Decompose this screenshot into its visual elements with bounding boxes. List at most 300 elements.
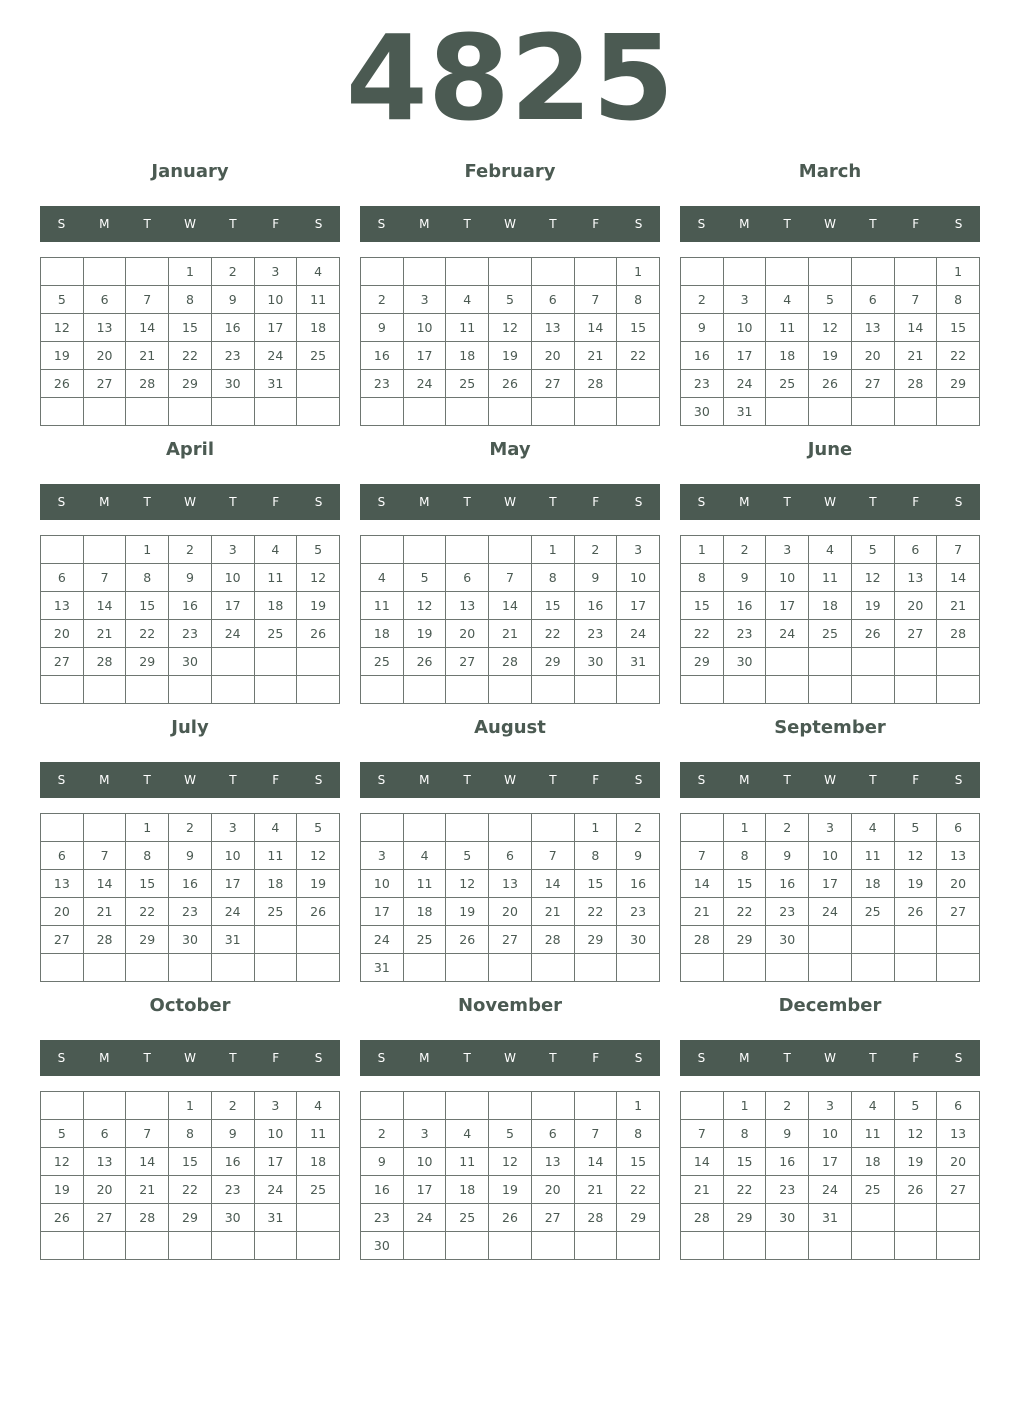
day-cell: 18 bbox=[851, 1148, 894, 1176]
weekday-label: T bbox=[783, 773, 791, 787]
day-cell: 15 bbox=[126, 592, 169, 620]
week-row bbox=[681, 286, 980, 314]
weekday-label: S bbox=[57, 1051, 66, 1065]
day-cell: 19 bbox=[809, 342, 852, 370]
month-name: June bbox=[807, 439, 853, 460]
month-name: March bbox=[798, 161, 862, 182]
day-cell: 22 bbox=[169, 342, 212, 370]
day-cell: 19 bbox=[851, 592, 894, 620]
day-cell: 15 bbox=[574, 870, 617, 898]
day-cell: 24 bbox=[809, 1176, 852, 1204]
weekday-label: T bbox=[783, 495, 791, 509]
day-cell: 27 bbox=[83, 370, 126, 398]
day-cell: 31 bbox=[809, 1204, 852, 1232]
weekday-label: T bbox=[869, 495, 877, 509]
day-cell: 7 bbox=[681, 1120, 724, 1148]
month-name: May bbox=[489, 439, 531, 460]
day-cell: 5 bbox=[894, 814, 937, 842]
week-row bbox=[361, 1204, 660, 1232]
day-cell: 16 bbox=[766, 1148, 809, 1176]
day-grid bbox=[40, 257, 340, 426]
day-cell: 7 bbox=[574, 1120, 617, 1148]
week-row bbox=[41, 870, 340, 898]
day-cell: 6 bbox=[937, 814, 980, 842]
day-cell: 17 bbox=[766, 592, 809, 620]
day-cell: 30 bbox=[766, 1204, 809, 1232]
day-cell: 10 bbox=[809, 842, 852, 870]
day-grid bbox=[360, 535, 660, 704]
day-cell: 25 bbox=[446, 370, 489, 398]
weekday-label: S bbox=[697, 1051, 706, 1065]
day-cell: 14 bbox=[83, 592, 126, 620]
month-name: February bbox=[464, 161, 556, 182]
month-name: April bbox=[165, 439, 215, 460]
day-cell: 23 bbox=[211, 342, 254, 370]
day-cell bbox=[41, 1232, 84, 1260]
day-cell bbox=[254, 398, 297, 426]
day-cell: 1 bbox=[723, 1092, 766, 1120]
day-cell: 2 bbox=[211, 258, 254, 286]
day-cell: 9 bbox=[574, 564, 617, 592]
weekday-label: M bbox=[99, 1051, 110, 1065]
day-cell: 29 bbox=[723, 926, 766, 954]
week-row bbox=[361, 564, 660, 592]
weekday-label: M bbox=[99, 217, 110, 231]
day-cell: 2 bbox=[169, 814, 212, 842]
day-cell bbox=[489, 954, 532, 982]
day-cell bbox=[489, 536, 532, 564]
day-cell: 4 bbox=[809, 536, 852, 564]
day-cell: 17 bbox=[809, 1148, 852, 1176]
day-cell bbox=[83, 676, 126, 704]
day-cell: 13 bbox=[531, 314, 574, 342]
day-cell bbox=[254, 926, 297, 954]
day-cell: 3 bbox=[766, 536, 809, 564]
day-cell: 11 bbox=[851, 1120, 894, 1148]
day-cell bbox=[83, 1232, 126, 1260]
week-row bbox=[41, 898, 340, 926]
day-cell: 5 bbox=[446, 842, 489, 870]
day-cell: 10 bbox=[723, 314, 766, 342]
day-cell: 30 bbox=[169, 926, 212, 954]
day-cell: 23 bbox=[169, 898, 212, 926]
day-cell: 9 bbox=[766, 1120, 809, 1148]
day-cell: 9 bbox=[169, 842, 212, 870]
week-row bbox=[41, 954, 340, 982]
day-cell: 18 bbox=[766, 342, 809, 370]
day-cell: 10 bbox=[403, 314, 446, 342]
week-row bbox=[41, 926, 340, 954]
day-cell: 2 bbox=[361, 286, 404, 314]
day-cell: 11 bbox=[446, 314, 489, 342]
day-cell: 8 bbox=[723, 842, 766, 870]
month-name: July bbox=[171, 717, 209, 738]
day-cell: 6 bbox=[489, 842, 532, 870]
day-cell: 3 bbox=[617, 536, 660, 564]
day-cell bbox=[297, 1204, 340, 1232]
day-cell: 24 bbox=[361, 926, 404, 954]
day-cell: 26 bbox=[894, 1176, 937, 1204]
weekday-label: M bbox=[739, 1051, 750, 1065]
day-cell: 26 bbox=[403, 648, 446, 676]
weekday-label: S bbox=[57, 773, 66, 787]
week-row bbox=[681, 1148, 980, 1176]
week-row bbox=[361, 620, 660, 648]
day-cell: 15 bbox=[531, 592, 574, 620]
day-cell: 1 bbox=[126, 536, 169, 564]
day-cell: 1 bbox=[169, 258, 212, 286]
day-cell bbox=[894, 258, 937, 286]
day-cell: 12 bbox=[297, 564, 340, 592]
weekday-label: M bbox=[739, 773, 750, 787]
day-cell: 7 bbox=[894, 286, 937, 314]
day-cell: 22 bbox=[169, 1176, 212, 1204]
day-cell: 29 bbox=[574, 926, 617, 954]
day-cell: 9 bbox=[723, 564, 766, 592]
day-cell: 26 bbox=[809, 370, 852, 398]
day-cell: 27 bbox=[894, 620, 937, 648]
day-cell: 12 bbox=[446, 870, 489, 898]
day-cell: 29 bbox=[126, 926, 169, 954]
day-cell: 4 bbox=[766, 286, 809, 314]
month-name: November bbox=[457, 995, 563, 1016]
day-cell bbox=[403, 536, 446, 564]
weekday-label: T bbox=[549, 217, 557, 231]
day-cell: 8 bbox=[169, 286, 212, 314]
day-grid bbox=[360, 813, 660, 982]
weekday-label: W bbox=[824, 495, 836, 509]
day-cell: 4 bbox=[254, 536, 297, 564]
weekday-label: M bbox=[99, 495, 110, 509]
day-cell: 22 bbox=[126, 898, 169, 926]
day-cell: 30 bbox=[723, 648, 766, 676]
day-cell: 30 bbox=[211, 370, 254, 398]
weekday-label: S bbox=[954, 1051, 963, 1065]
day-cell: 27 bbox=[446, 648, 489, 676]
day-cell bbox=[723, 1232, 766, 1260]
day-cell bbox=[531, 1092, 574, 1120]
weekday-label: W bbox=[824, 773, 836, 787]
day-cell bbox=[894, 676, 937, 704]
day-cell bbox=[126, 1232, 169, 1260]
day-cell: 12 bbox=[894, 842, 937, 870]
week-row bbox=[361, 536, 660, 564]
day-cell: 22 bbox=[937, 342, 980, 370]
day-cell: 28 bbox=[681, 926, 724, 954]
day-grid bbox=[40, 813, 340, 982]
day-cell bbox=[617, 1232, 660, 1260]
day-cell: 25 bbox=[851, 898, 894, 926]
day-cell: 20 bbox=[41, 898, 84, 926]
day-cell bbox=[851, 648, 894, 676]
day-cell: 4 bbox=[446, 1120, 489, 1148]
day-cell: 1 bbox=[681, 536, 724, 564]
day-cell: 4 bbox=[254, 814, 297, 842]
day-cell bbox=[126, 1092, 169, 1120]
week-row bbox=[681, 814, 980, 842]
week-row bbox=[361, 898, 660, 926]
day-cell: 22 bbox=[126, 620, 169, 648]
day-cell bbox=[169, 676, 212, 704]
day-cell: 14 bbox=[574, 1148, 617, 1176]
day-cell: 30 bbox=[766, 926, 809, 954]
day-cell bbox=[894, 926, 937, 954]
day-cell: 26 bbox=[446, 926, 489, 954]
day-cell: 11 bbox=[254, 564, 297, 592]
day-cell: 11 bbox=[361, 592, 404, 620]
day-cell bbox=[41, 398, 84, 426]
day-cell: 28 bbox=[574, 1204, 617, 1232]
day-cell: 27 bbox=[489, 926, 532, 954]
day-cell: 30 bbox=[574, 648, 617, 676]
weekday-label: M bbox=[419, 773, 430, 787]
day-cell: 18 bbox=[403, 898, 446, 926]
day-cell: 12 bbox=[851, 564, 894, 592]
day-cell bbox=[254, 1232, 297, 1260]
day-cell: 24 bbox=[617, 620, 660, 648]
weekday-label: S bbox=[314, 495, 323, 509]
day-cell: 14 bbox=[937, 564, 980, 592]
day-cell bbox=[446, 258, 489, 286]
day-cell: 7 bbox=[126, 286, 169, 314]
day-cell: 5 bbox=[894, 1092, 937, 1120]
day-cell bbox=[297, 648, 340, 676]
week-row bbox=[41, 1232, 340, 1260]
day-cell bbox=[211, 398, 254, 426]
day-cell: 25 bbox=[297, 1176, 340, 1204]
week-row bbox=[41, 342, 340, 370]
week-row bbox=[361, 1120, 660, 1148]
day-cell: 11 bbox=[403, 870, 446, 898]
day-cell bbox=[169, 954, 212, 982]
day-cell bbox=[766, 398, 809, 426]
day-cell: 18 bbox=[254, 870, 297, 898]
weekday-label: T bbox=[463, 773, 471, 787]
day-cell: 15 bbox=[617, 1148, 660, 1176]
week-row bbox=[681, 370, 980, 398]
day-cell: 20 bbox=[41, 620, 84, 648]
day-cell bbox=[297, 1232, 340, 1260]
day-cell: 21 bbox=[126, 342, 169, 370]
day-cell bbox=[403, 954, 446, 982]
day-cell bbox=[83, 536, 126, 564]
week-row bbox=[361, 342, 660, 370]
day-cell bbox=[617, 398, 660, 426]
week-row bbox=[361, 398, 660, 426]
day-cell: 24 bbox=[211, 898, 254, 926]
day-cell: 27 bbox=[937, 1176, 980, 1204]
day-cell: 4 bbox=[297, 258, 340, 286]
week-row bbox=[41, 1120, 340, 1148]
weekday-label: T bbox=[463, 495, 471, 509]
day-cell: 13 bbox=[41, 870, 84, 898]
day-cell: 29 bbox=[723, 1204, 766, 1232]
weekday-label: M bbox=[419, 495, 430, 509]
week-row bbox=[361, 676, 660, 704]
day-cell bbox=[574, 258, 617, 286]
weekday-label: W bbox=[504, 773, 516, 787]
day-cell bbox=[211, 1232, 254, 1260]
day-cell: 6 bbox=[446, 564, 489, 592]
weekday-label: T bbox=[549, 1051, 557, 1065]
day-cell bbox=[489, 398, 532, 426]
weekday-label: M bbox=[739, 217, 750, 231]
day-cell: 9 bbox=[361, 1148, 404, 1176]
day-cell: 7 bbox=[681, 842, 724, 870]
day-cell: 6 bbox=[894, 536, 937, 564]
day-cell bbox=[361, 398, 404, 426]
day-cell: 27 bbox=[41, 648, 84, 676]
day-cell: 17 bbox=[723, 342, 766, 370]
day-cell bbox=[83, 1092, 126, 1120]
day-cell: 7 bbox=[83, 842, 126, 870]
day-cell: 28 bbox=[83, 926, 126, 954]
week-row bbox=[681, 564, 980, 592]
day-cell: 25 bbox=[851, 1176, 894, 1204]
week-row bbox=[681, 1232, 980, 1260]
week-row bbox=[41, 814, 340, 842]
day-cell: 14 bbox=[681, 870, 724, 898]
weekday-label: T bbox=[143, 217, 151, 231]
day-cell: 27 bbox=[41, 926, 84, 954]
day-cell: 2 bbox=[169, 536, 212, 564]
day-cell: 15 bbox=[723, 870, 766, 898]
day-cell: 16 bbox=[617, 870, 660, 898]
day-cell: 16 bbox=[681, 342, 724, 370]
day-cell: 7 bbox=[937, 536, 980, 564]
day-cell: 24 bbox=[254, 342, 297, 370]
day-cell: 25 bbox=[446, 1204, 489, 1232]
week-row bbox=[681, 648, 980, 676]
weekday-label: T bbox=[869, 773, 877, 787]
weekday-header bbox=[40, 762, 340, 798]
week-row bbox=[361, 648, 660, 676]
day-cell bbox=[361, 1092, 404, 1120]
day-cell bbox=[403, 814, 446, 842]
day-cell: 14 bbox=[681, 1148, 724, 1176]
day-cell bbox=[809, 648, 852, 676]
day-cell: 23 bbox=[361, 1204, 404, 1232]
day-cell: 18 bbox=[361, 620, 404, 648]
week-row bbox=[41, 286, 340, 314]
day-cell bbox=[126, 398, 169, 426]
day-cell: 8 bbox=[937, 286, 980, 314]
day-cell: 10 bbox=[617, 564, 660, 592]
week-row bbox=[41, 1176, 340, 1204]
day-cell bbox=[617, 954, 660, 982]
day-cell: 21 bbox=[531, 898, 574, 926]
weekday-header bbox=[360, 1040, 660, 1076]
day-cell: 26 bbox=[297, 898, 340, 926]
day-cell: 6 bbox=[937, 1092, 980, 1120]
weekday-header bbox=[680, 1040, 980, 1076]
day-grid bbox=[680, 257, 980, 426]
day-cell bbox=[851, 926, 894, 954]
day-cell: 16 bbox=[169, 592, 212, 620]
day-cell: 8 bbox=[126, 842, 169, 870]
weekday-label: T bbox=[463, 217, 471, 231]
day-cell: 26 bbox=[41, 1204, 84, 1232]
day-cell: 22 bbox=[681, 620, 724, 648]
week-row bbox=[41, 1148, 340, 1176]
day-cell: 15 bbox=[681, 592, 724, 620]
day-cell bbox=[169, 398, 212, 426]
day-cell bbox=[446, 536, 489, 564]
weekday-header bbox=[680, 762, 980, 798]
day-cell: 5 bbox=[809, 286, 852, 314]
day-cell: 3 bbox=[211, 536, 254, 564]
weekday-label: S bbox=[697, 495, 706, 509]
day-cell: 24 bbox=[723, 370, 766, 398]
weekday-header bbox=[680, 484, 980, 520]
day-cell: 17 bbox=[403, 342, 446, 370]
day-cell bbox=[681, 1092, 724, 1120]
day-cell bbox=[126, 954, 169, 982]
day-cell: 14 bbox=[574, 314, 617, 342]
day-cell: 13 bbox=[446, 592, 489, 620]
week-row bbox=[361, 592, 660, 620]
weekday-label: M bbox=[419, 1051, 430, 1065]
day-cell: 19 bbox=[403, 620, 446, 648]
day-cell bbox=[851, 1204, 894, 1232]
day-cell: 19 bbox=[297, 592, 340, 620]
day-cell bbox=[681, 814, 724, 842]
week-row bbox=[681, 620, 980, 648]
day-cell: 1 bbox=[126, 814, 169, 842]
weekday-label: T bbox=[143, 495, 151, 509]
day-cell bbox=[446, 954, 489, 982]
day-cell: 20 bbox=[937, 1148, 980, 1176]
day-cell: 14 bbox=[126, 1148, 169, 1176]
weekday-label: F bbox=[912, 217, 920, 231]
day-cell: 28 bbox=[894, 370, 937, 398]
day-cell: 31 bbox=[211, 926, 254, 954]
day-cell: 13 bbox=[41, 592, 84, 620]
day-cell: 9 bbox=[681, 314, 724, 342]
day-cell: 1 bbox=[937, 258, 980, 286]
day-cell: 15 bbox=[169, 314, 212, 342]
day-cell: 3 bbox=[809, 1092, 852, 1120]
day-cell: 17 bbox=[809, 870, 852, 898]
weekday-label: S bbox=[57, 217, 66, 231]
day-cell: 6 bbox=[851, 286, 894, 314]
day-cell: 24 bbox=[766, 620, 809, 648]
day-cell: 4 bbox=[403, 842, 446, 870]
day-cell bbox=[766, 648, 809, 676]
week-row bbox=[681, 676, 980, 704]
day-cell bbox=[361, 676, 404, 704]
day-cell: 18 bbox=[851, 870, 894, 898]
day-cell: 30 bbox=[361, 1232, 404, 1260]
day-cell: 3 bbox=[403, 286, 446, 314]
day-cell bbox=[851, 258, 894, 286]
day-cell bbox=[723, 676, 766, 704]
day-cell bbox=[489, 676, 532, 704]
day-cell: 28 bbox=[83, 648, 126, 676]
day-cell: 1 bbox=[531, 536, 574, 564]
day-cell: 15 bbox=[126, 870, 169, 898]
weekday-label: W bbox=[184, 1051, 196, 1065]
week-row bbox=[41, 620, 340, 648]
day-cell: 5 bbox=[851, 536, 894, 564]
week-row bbox=[681, 258, 980, 286]
day-cell bbox=[446, 676, 489, 704]
day-cell: 9 bbox=[211, 1120, 254, 1148]
weekday-label: S bbox=[377, 1051, 386, 1065]
week-row bbox=[361, 1232, 660, 1260]
day-cell bbox=[531, 954, 574, 982]
weekday-label: S bbox=[314, 1051, 323, 1065]
